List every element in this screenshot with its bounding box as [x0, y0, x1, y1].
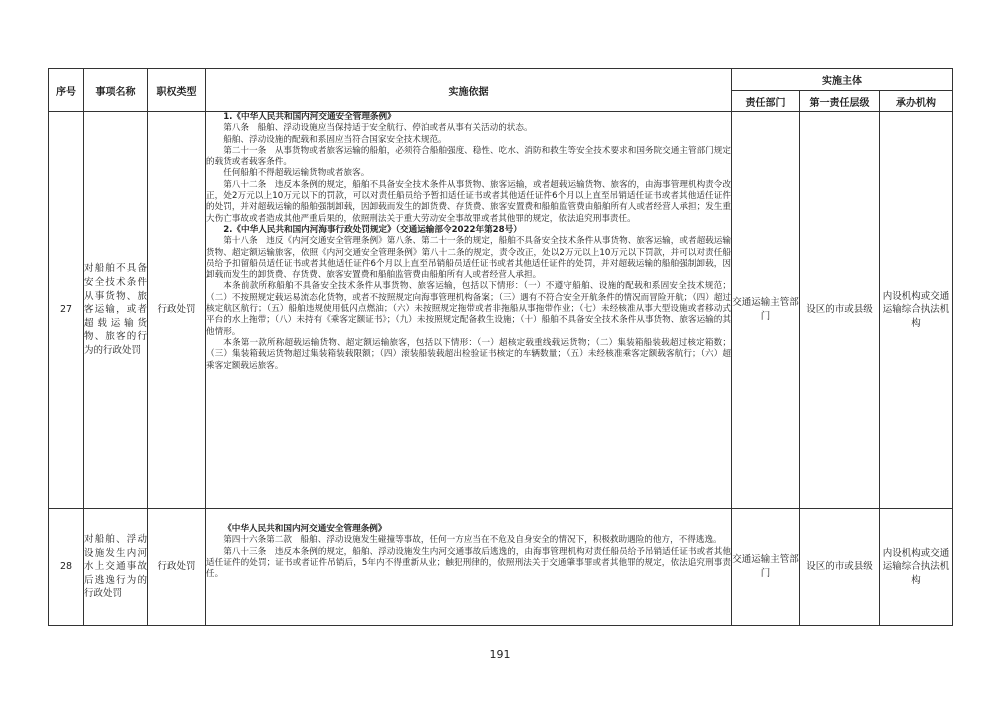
row-dept: 交通运输主管部门	[732, 112, 800, 509]
basis-paragraph: 本条第一款所称超载运输货物、超定额运输旅客，包括以下情形：（一）超核定载重线载运货物；（二）集装箱船装载超过核定箱数；（三）集装箱载运货物超过集装箱装载限额；（四）滚装船装载超出检验证书核定的车辆数量；（五）未经核准乘客定额载客航行；（六）超乘客定额载运旅客。	[206, 337, 731, 371]
header-dept: 责任部门	[732, 91, 800, 112]
row-seq: 28	[49, 509, 84, 626]
row-item-name: 对船舶、浮动设施发生内河水上交通事故后逃逸行为的行政处罚	[84, 509, 148, 626]
row-basis	[206, 509, 732, 626]
header-subject: 实施主体	[732, 69, 953, 91]
row-item-name: 对船舶不具备安全技术条件从事货物、旅客运输，或者超载运输货物、旅客的行为的行政处罚	[84, 112, 148, 509]
table-row	[49, 112, 953, 509]
row-basis	[206, 112, 732, 509]
basis-law-title: 《中华人民共和国内河交通安全管理条例》	[223, 524, 387, 534]
row-agency: 内设机构或交通运输综合执法机构	[880, 112, 953, 509]
basis-paragraph: 第十八条 违反《内河交通安全管理条例》第八条、第二十一条的规定，船舶不具备安全技术条件从事货物、旅客运输，或者超载运输货物、超定额运输旅客，依照《内河交通安全管理条例》第八十二条的规定，责令改正，处以2万元以上10万元以下罚款，并可以对责任船员给予扣留船员适任证书或者其他适任证件6个月以上直至吊销船员适任证书或者其他适任证件的处罚，并对超载运输的船舶强制卸载，因卸载而发生的卸货费、存货费、旅客安置费和船舶监管费由船舶所有人或者经营人承担。	[206, 236, 731, 281]
row-first-level: 设区的市或县级	[800, 509, 880, 626]
row-dept: 交通运输主管部门	[732, 509, 800, 626]
basis-paragraph: 第八十三条 违反本条例的规定，船舶、浮动设施发生内河交通事故后逃逸的，由海事管理机构对责任船员给予吊销适任证书或者其他适任证件的处罚；证书或者证件吊销后，5年内不得重新从业；触犯刑律的，依照刑法关于交通肇事罪或者其他罪的规定，依法追究刑事责任。	[206, 546, 731, 580]
row-authority-type: 行政处罚	[148, 509, 206, 626]
row-seq: 27	[49, 112, 84, 509]
basis-paragraph: 第八十二条 违反本条例的规定，船舶不具备安全技术条件从事货物、旅客运输，或者超载运输货物、旅客的，由海事管理机构责令改正，处2万元以上10万元以下的罚款，可以对责任船员给予暂扣适任证书或者其他适任证件6个月以上直至吊销适任证书或者其他适任证件的处罚，并对超载运输的船舶强制卸载，因卸载而发生的卸货费、存货费、旅客安置费和船舶监管费由船舶所有人或者经营人承担；发生重大伤亡事故或者造成其他严重后果的，依照刑法关于重大劳动安全事故罪或者其他罪的规定，依法追究刑事责任。	[206, 179, 731, 224]
row-first-level: 设区的市或县级	[800, 112, 880, 509]
header-seq: 序号	[49, 69, 84, 112]
header-agency: 承办机构	[880, 91, 953, 112]
basis-paragraph: 第四十六条第二款 船舶、浮动设施发生碰撞等事故，任何一方应当在不危及自身安全的情况下，积极救助遇险的他方，不得逃逸。	[223, 535, 722, 546]
header-item-name: 事项名称	[84, 69, 148, 112]
header-first-level: 第一责任层级	[800, 91, 880, 112]
header-authority-type: 职权类型	[148, 69, 206, 112]
page-number: 191	[489, 648, 511, 661]
basis-paragraph: 第二十一条 从事货物或者旅客运输的船舶，必须符合船舶强度、稳性、吃水、消防和救生等安全技术要求和国务院交通主管部门规定的载货或者载客条件。	[206, 145, 731, 168]
row-authority-type: 行政处罚	[148, 112, 206, 509]
basis-paragraph: 船舶、浮动设施的配载和系固应当符合国家安全技术规范。	[223, 134, 447, 145]
basis-paragraph: 任何船舶不得超载运输货物或者旅客。	[223, 168, 370, 179]
row-agency: 内设机构或交通运输综合执法机构	[880, 509, 953, 626]
basis-paragraph: 本条前款所称船舶不具备安全技术条件从事货物、旅客运输，包括以下情形：（一）不遵守船舶、设施的配载和系固安全技术规范；（二）不按照规定载运易流态化货物，或者不按照规定向海事管理机构备案；（三）遇有不符合安全开航条件的情况而冒险开航；（四）超过核定航区航行；（五）船舶违规使用低闪点燃油；（六）未按照规定拖带或者非拖船从事拖带作业；（七）未经核准从事大型设施或者移动式平台的水上拖带；（八）未持有《乘客定额证书》；（九）未按照规定配备救生设施；（十）船舶不具备安全技术条件从事货物、旅客运输的其他情形。	[206, 281, 731, 337]
regulation-table	[48, 68, 953, 626]
table-row	[49, 509, 953, 626]
basis-paragraph: 第八条 船舶、浮动设施应当保持适于安全航行、停泊或者从事有关活动的状态。	[223, 123, 533, 134]
basis-law-title: 2.《中华人民共和国内河海事行政处罚规定》（交通运输部令2022年第28号）	[223, 224, 522, 235]
header-basis: 实施依据	[206, 69, 732, 112]
basis-law-title: 1.《中华人民共和国内河交通安全管理条例》	[223, 112, 396, 122]
